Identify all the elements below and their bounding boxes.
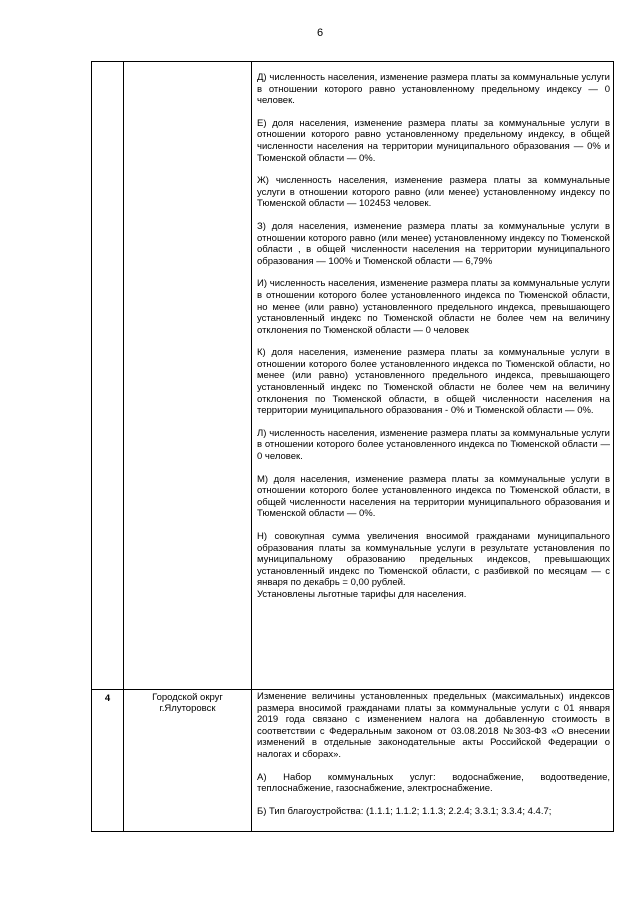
paragraph-e: Е) доля населения, изменение размера платы за коммунальные услуги в отношении которого равно установленному предельному индексу, в общей численности населения на территории муниципального образования — 0% и Тюменской области — 0%. — [257, 117, 610, 164]
paragraph-n: Н) совокупная сумма увеличения вносимой гражданами муниципального образования платы за коммунальные услуги в результате установления по муниципальному образованию предельных индексов, превышающих установленный индекс по Тюменской области, с разбивкой по месяцам — с января по декабрь = 0,00 рублей. — [257, 531, 610, 589]
paragraph-l: Л) численность населения, изменение размера платы за коммунальные услуги в отношении которого более установленного индекса по Тюменской области — 0 человек. — [257, 427, 610, 463]
description-cell — [252, 690, 614, 832]
paragraph-i: И) численность населения, изменение размера платы за коммунальные услуги в отношении которого более установленного индекса по Тюменской области, но менее (или равно) установленного предельного индекса, превышающего установленный индекс по Тюменской области не более чем на величину отклонения по Тюменской области — 0 человек — [257, 278, 610, 336]
municipality-cell: Городской округ г.Ялуторовск — [124, 690, 252, 832]
paragraph-intro: Изменение величины установленных предельных (максимальных) индексов размера вносимой гражданами платы за коммунальные услуги с 01 января 2019 года связано с изменением налога на добавленную стоимость в соответствии с Федеральным законом от 03.08.2018 №303-ФЗ «О внесении изменений в отдельные законодательные акты Российской Федерации о налогах и сборах». — [257, 691, 610, 760]
paragraph-m: М) доля населения, изменение размера платы за коммунальные услуги в отношении которого более установленного индекса по Тюменской области, в общей численности населения на территории муниципального образования и Тюменской области — 0%. — [257, 473, 610, 520]
description-cell — [252, 62, 614, 690]
page-number: 6 — [316, 27, 324, 39]
municipality-cell — [124, 62, 252, 690]
paragraph-b: Б) Тип благоустройства: (1.1.1; 1.1.2; 1.1.3; 2.2.4; 3.3.1; 3.3.4; 4.4.7; — [257, 805, 552, 817]
paragraph-zh: Ж) численность населения, изменение размера платы за коммунальные услуги в отношении которого равно (или менее) установленному индексу по Тюменской области — 102453 человек. — [257, 175, 610, 210]
table-row — [92, 690, 614, 832]
paragraph-z: З) доля населения, изменение размера платы за коммунальные услуги в отношении которого равно (или менее) установленному индексу по Тюменской области , в общей численности населения на территории муниципального образования — 100% и Тюменской области — 6,79% — [257, 220, 610, 267]
table-row — [92, 62, 614, 690]
paragraph-a: А) Набор коммунальных услуг: водоснабжение, водоотведение, теплоснабжение, газоснабжение, электроснабжение. — [257, 771, 610, 795]
paragraph-d: Д) численность населения, изменение размера платы за коммунальные услуги в отношении которого равно установленному предельному индексу — 0 человек. — [257, 72, 610, 107]
indices-table — [91, 61, 614, 832]
preferential-tariffs-line: Установлены льготные тарифы для населения. — [257, 588, 467, 600]
row-number-cell: 4 — [92, 690, 124, 832]
paragraph-k: К) доля населения, изменение размера платы за коммунальные услуги в отношении которого более установленного индекса по Тюменской области, но менее (или равно) установленного предельного индекса, превышающего установленный индекс по Тюменской области не более чем на величину отклонения по Тюменской области, в общей численности населения на территории муниципального образования - 0% и Тюменской области — 0%. — [257, 347, 610, 417]
row-number-cell — [92, 62, 124, 690]
